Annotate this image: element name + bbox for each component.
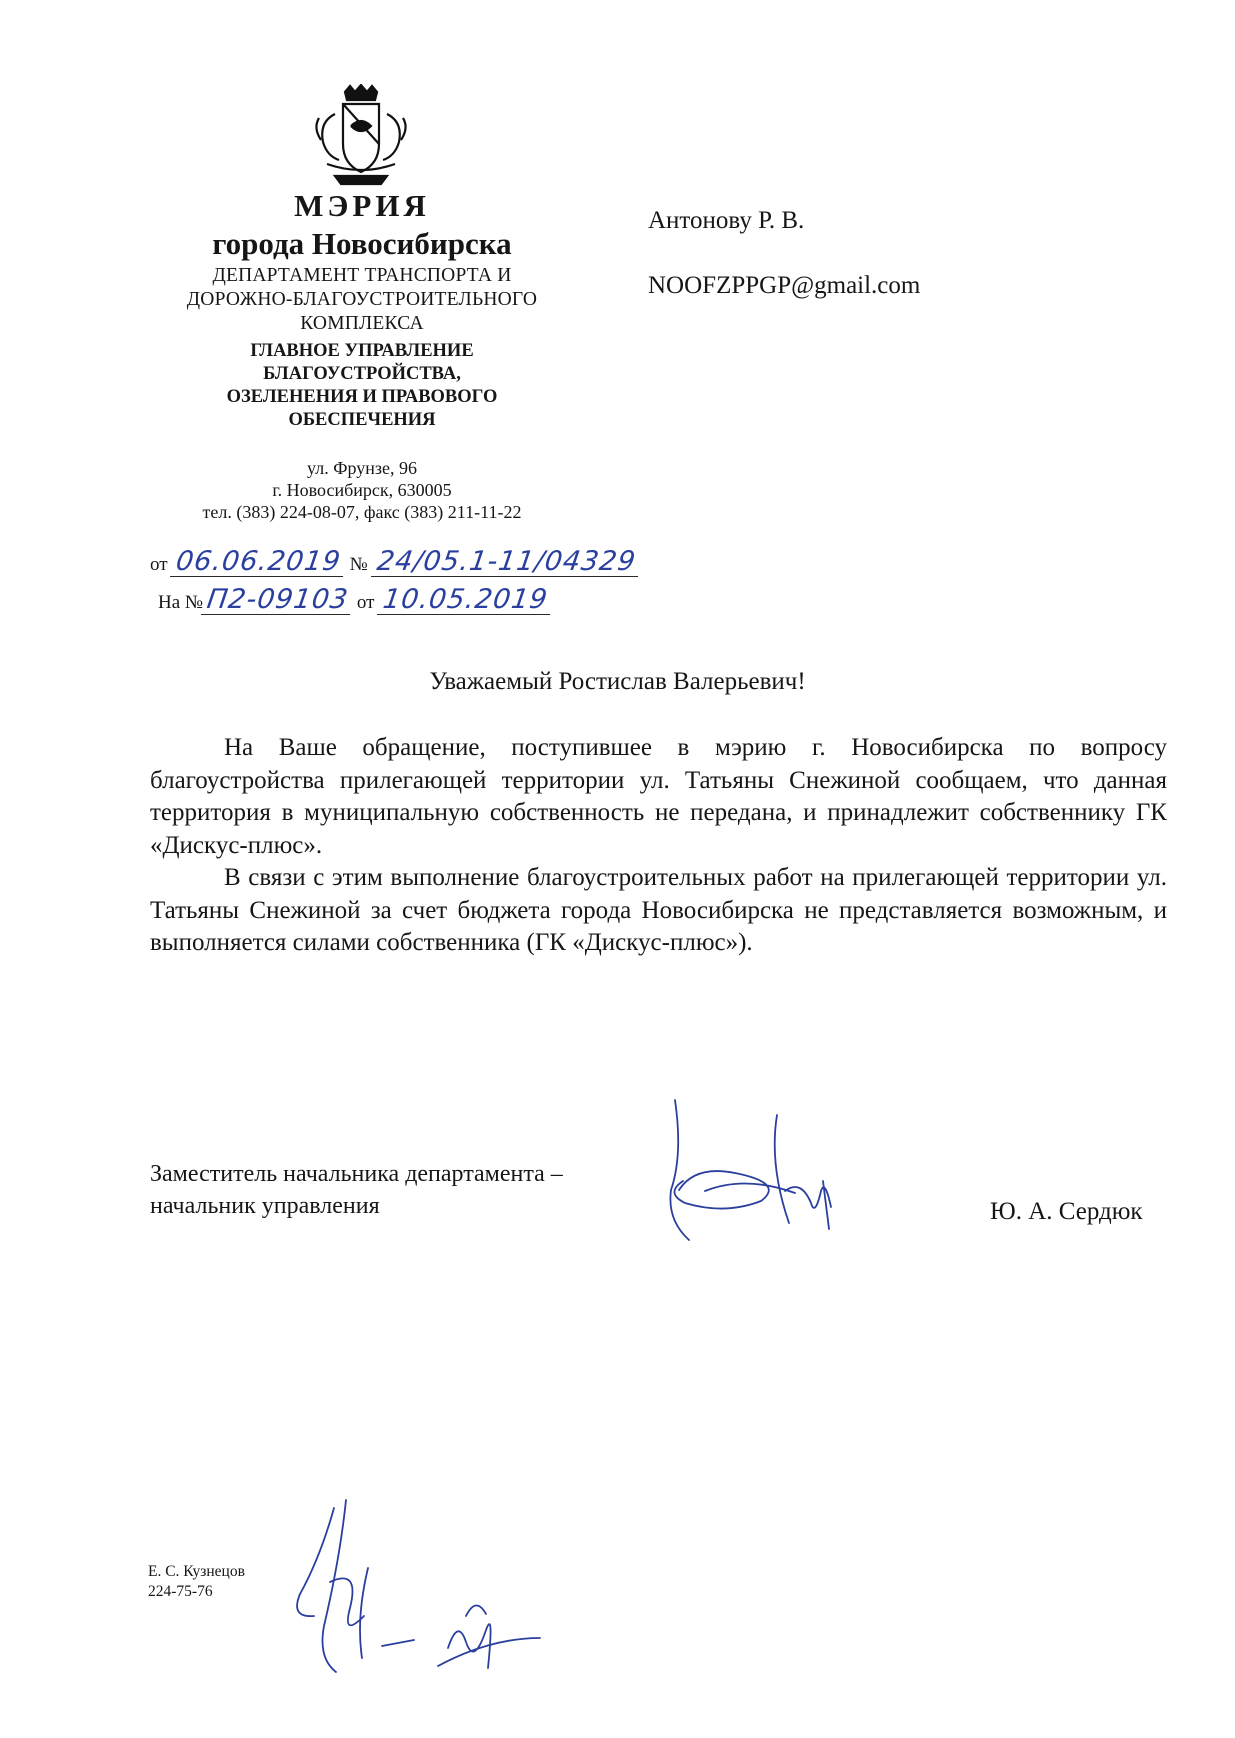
- approval-signature-icon: [290, 1498, 560, 1678]
- office-name: ГЛАВНОЕ УПРАВЛЕНИЕ БЛАГОУСТРОЙСТВА, ОЗЕЛЕНЕНИЯ И ПРАВОВОГО ОБЕСПЕЧЕНИЯ: [226, 341, 498, 430]
- org-address: ул. Фрунзе, 96 г. Новосибирск, 630005 тел. (383) 224-08-07, факс (383) 211-11-22: [202, 458, 522, 522]
- org-city: города Новосибирска: [212, 226, 512, 261]
- outgoing-registration: от 06.06.2019 № 24/05.1-11/04329: [150, 548, 639, 577]
- recipient-email: NOOFZPPGP@gmail.com: [648, 272, 921, 299]
- incoming-number: П2-09103: [201, 586, 354, 615]
- signer-position: Заместитель начальника департамента – начальник управления: [150, 1161, 563, 1220]
- org-title: МЭРИЯ: [294, 188, 430, 223]
- body-paragraph: На Ваше обращение, поступившее в мэрию г. Новосибирска по вопросу благоустройства прилегающей территории ул. Татьяны Снежиной сообщаем, что данная территория в муниципальную собственность не передана, и принадлежит собственнику ГК «Дискус-плюс».: [150, 734, 1167, 859]
- incoming-date: 10.05.2019: [377, 586, 554, 615]
- recipient-name: Антонову Р. В.: [648, 207, 805, 234]
- greeting: Уважаемый Ростислав Валерьевич!: [429, 668, 806, 695]
- outgoing-number: 24/05.1-11/04329: [370, 548, 641, 577]
- signer-name: Ю. А. Сердюк: [990, 1198, 1143, 1225]
- coat-of-arms-icon: [305, 84, 417, 190]
- department-name: ДЕПАРТАМЕНТ ТРАНСПОРТА И ДОРОЖНО-БЛАГОУСТРОИТЕЛЬНОГО КОМПЛЕКСА: [186, 265, 538, 334]
- incoming-reference: На №П2-09103 от 10.05.2019: [158, 586, 552, 615]
- handwritten-signature-icon: [665, 1095, 860, 1245]
- outgoing-date: 06.06.2019: [170, 548, 347, 577]
- body-paragraph: В связи с этим выполнение благоустроительных работ на прилегающей территории ул. Татьяны Снежиной за счет бюджета города Новосибирска не представляется возможным, и выполняется силами собственника (ГК «Дискус-плюс»).: [150, 864, 1167, 956]
- executor-contact: Е. С. Кузнецов 224-75-76: [148, 1563, 245, 1600]
